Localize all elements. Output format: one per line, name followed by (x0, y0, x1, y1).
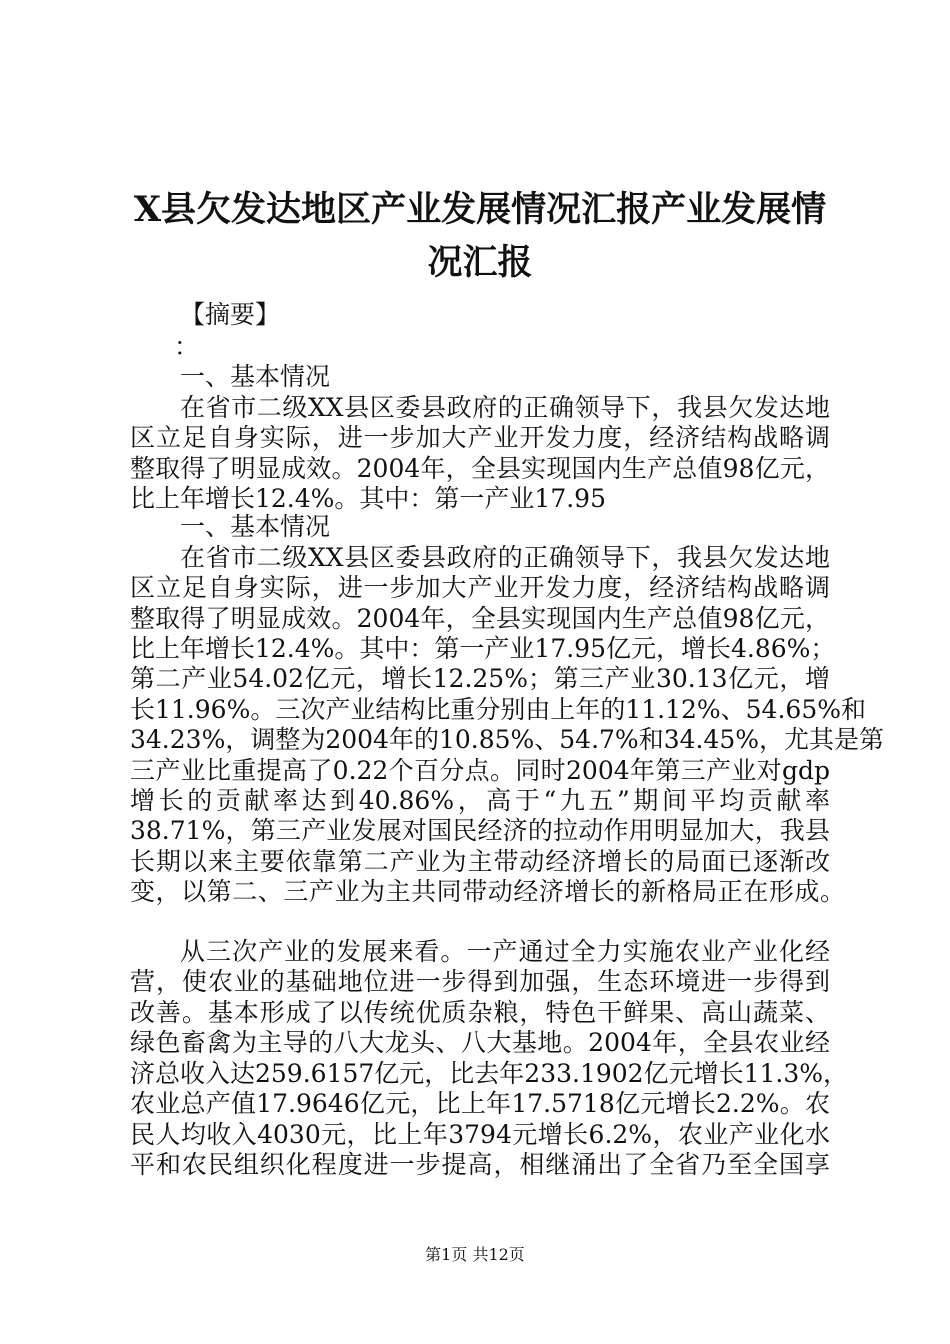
paragraph-line: 区立足自身实际，进一步加大产业开发力度，经济结构战略调 (130, 573, 830, 602)
document-title-line-1: X县欠发达地区产业发展情况汇报产业发展情 (133, 189, 827, 230)
paragraph-line: 34.23%，调整为2004年的10.85%、54.7%和34.45%，尤其是第 (130, 725, 885, 754)
paragraph-line: 第二产业54.02亿元，增长12.25%；第三产业30.13亿元，增 (130, 664, 830, 693)
paragraph-line: 营，使农业的基础地位进一步得到加强，生态环境进一步得到 (130, 967, 830, 996)
paragraph-line: 比上年增长12.4%。其中：第一产业17.95亿元，增长4.86%； (130, 634, 836, 663)
paragraph-line: 绿色畜禽为主导的八大龙头、八大基地。2004年，全县农业经 (130, 1028, 830, 1057)
paragraph-line: 整取得了明显成效。2004年，全县实现国内生产总值98亿元， (130, 604, 830, 633)
abstract-colon: ： (174, 332, 200, 361)
paragraph-line: 农业总产值17.9646亿元，比上年17.5718亿元增长2.2%。农 (130, 1089, 830, 1118)
paragraph-line: 济总收入达259.6157亿元，比去年233.1902亿元增长11.3%， (130, 1059, 848, 1088)
document-title-line-2: 况汇报 (427, 242, 533, 283)
abstract-label: 【摘要】 (180, 300, 281, 329)
page-number-footer: 第1页 共12页 (425, 1245, 525, 1264)
paragraph-line: 增长的贡献率达到40.86%，高于“九五”期间平均贡献率 (130, 786, 830, 815)
paragraph-line: 平和农民组织化程度进一步提高，相继涌出了全省乃至全国享 (130, 1150, 830, 1179)
paragraph-line: 整取得了明显成效。2004年，全县实现国内生产总值98亿元， (130, 454, 830, 483)
paragraph-line: 区立足自身实际，进一步加大产业开发力度，经济结构战略调 (130, 423, 830, 452)
paragraph-line: 在省市二级XX县区委县政府的正确领导下，我县欠发达地 (180, 393, 830, 422)
paragraph-line: 长期以来主要依靠第二产业为主带动经济增长的局面已逐渐改 (130, 847, 830, 876)
paragraph-line: 38.71%，第三产业发展对国民经济的拉动作用明显加大，我县 (130, 816, 830, 845)
paragraph-line: 长11.96%。三次产业结构比重分别由上年的11.12%、54.65%和 (130, 695, 866, 724)
paragraph-line: 改善。基本形成了以传统优质杂粮，特色干鲜果、高山蔬菜、 (130, 998, 830, 1027)
paragraph-line: 比上年增长12.4%。其中：第一产业17.95 (130, 484, 606, 513)
paragraph-line: 三产业比重提高了0.22个百分点。同时2004年第三产业对gdp (130, 756, 830, 785)
section-heading: 一、基本情况 (180, 362, 331, 391)
paragraph-line: 在省市二级XX县区委县政府的正确领导下，我县欠发达地 (180, 543, 830, 572)
section-heading: 一、基本情况 (180, 512, 331, 541)
paragraph-line: 民人均收入4030元，比上年3794元增长6.2%，农业产业化水 (130, 1120, 830, 1149)
paragraph-line: 变，以第二、三产业为主共同带动经济增长的新格局正在形成。 (130, 877, 845, 906)
paragraph-line: 从三次产业的发展来看。一产通过全力实施农业产业化经 (180, 937, 830, 966)
